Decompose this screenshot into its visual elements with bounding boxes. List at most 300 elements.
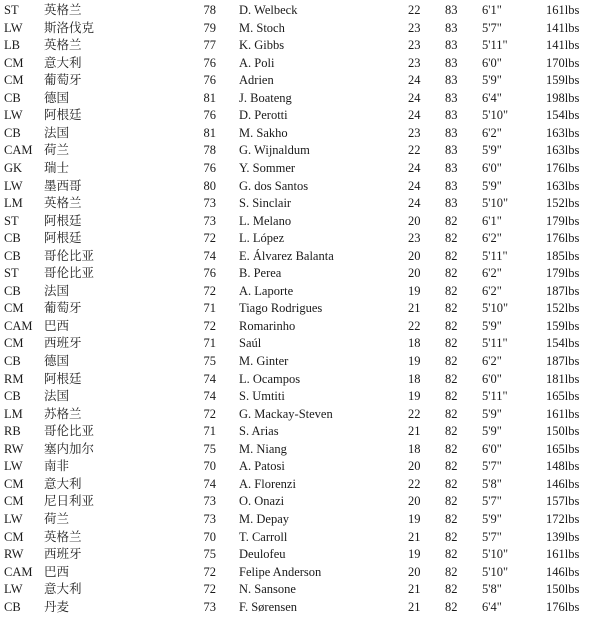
height-cell: 5'9" — [482, 178, 502, 193]
age-cell: 24 — [408, 73, 421, 88]
nationality-cell: 墨西哥 — [44, 178, 82, 193]
position-cell: LW — [4, 459, 23, 474]
potential-rating-cell: 82 — [445, 248, 458, 263]
age-cell: 24 — [408, 160, 421, 175]
height-cell: 5'7" — [482, 20, 502, 35]
overall-rating-cell: 81 — [203, 90, 216, 105]
overall-rating-cell: 70 — [203, 529, 216, 544]
overall-rating-cell: 72 — [203, 582, 216, 597]
age-cell: 24 — [408, 108, 421, 123]
position-cell: CB — [4, 354, 21, 368]
height-cell: 5'7" — [482, 529, 502, 544]
potential-rating-cell: 82 — [445, 389, 458, 404]
potential-rating-cell: 82 — [445, 283, 458, 298]
position-cell: CM — [4, 55, 24, 70]
nationality-cell: 阿根廷 — [44, 213, 82, 228]
table-row — [0, 335, 600, 353]
potential-rating-cell: 82 — [445, 564, 458, 579]
height-cell: 5'11" — [482, 38, 508, 53]
weight-cell: 176lbs — [546, 231, 580, 246]
overall-rating-cell: 72 — [203, 564, 216, 579]
position-cell: GK — [4, 160, 23, 175]
potential-rating-cell: 82 — [445, 336, 458, 351]
height-cell: 6'1" — [482, 213, 502, 228]
overall-rating-cell: 71 — [203, 301, 216, 316]
player-name-cell: M. Niang — [239, 441, 287, 456]
table-row — [0, 371, 600, 389]
age-cell: 20 — [408, 266, 421, 281]
overall-rating-cell: 76 — [203, 55, 216, 70]
table-row — [0, 581, 600, 599]
height-cell: 5'8" — [482, 476, 502, 491]
player-name-cell: K. Gibbs — [239, 38, 285, 53]
height-cell: 5'9" — [482, 73, 502, 88]
overall-rating-cell: 74 — [203, 248, 216, 263]
player-name-cell: A. Laporte — [239, 283, 294, 298]
weight-cell: 141lbs — [546, 20, 580, 35]
nationality-cell: 法国 — [44, 283, 70, 298]
potential-rating-cell: 82 — [445, 529, 458, 544]
position-cell: LW — [4, 582, 23, 597]
weight-cell: 161lbs — [546, 406, 580, 421]
overall-rating-cell: 74 — [203, 476, 216, 491]
table-row — [0, 300, 600, 318]
table-row — [0, 599, 600, 617]
position-cell: LW — [4, 178, 23, 193]
position-cell: LM — [4, 406, 23, 421]
weight-cell: 152lbs — [546, 196, 580, 211]
nationality-cell: 苏格兰 — [44, 406, 82, 421]
height-cell: 6'2" — [482, 231, 502, 246]
nationality-cell: 意大利 — [44, 582, 82, 597]
height-cell: 5'11" — [482, 248, 508, 263]
table-row — [0, 423, 600, 441]
player-name-cell: M. Depay — [239, 511, 289, 526]
age-cell: 21 — [408, 424, 421, 439]
height-cell: 5'10" — [482, 196, 509, 211]
table-row — [0, 213, 600, 231]
weight-cell: 198lbs — [546, 90, 580, 105]
table-row — [0, 458, 600, 476]
weight-cell: 179lbs — [546, 266, 580, 281]
table-row — [0, 529, 600, 547]
age-cell: 20 — [408, 564, 421, 579]
height-cell: 6'0" — [482, 441, 502, 456]
potential-rating-cell: 82 — [445, 459, 458, 474]
nationality-cell: 德国 — [44, 90, 70, 105]
table-row — [0, 265, 600, 283]
height-cell: 5'8" — [482, 582, 502, 597]
position-cell: LM — [4, 196, 23, 211]
height-cell: 6'4" — [482, 90, 502, 105]
potential-rating-cell: 83 — [445, 20, 458, 35]
position-cell: CB — [4, 125, 21, 140]
player-name-cell: G. Wijnaldum — [239, 143, 310, 158]
potential-rating-cell: 82 — [445, 231, 458, 246]
nationality-cell: 西班牙 — [44, 336, 82, 351]
weight-cell: 170lbs — [546, 55, 580, 70]
overall-rating-cell: 73 — [203, 213, 216, 228]
position-cell: RB — [4, 424, 21, 439]
potential-rating-cell: 83 — [445, 55, 458, 70]
weight-cell: 165lbs — [546, 441, 580, 456]
weight-cell: 185lbs — [546, 248, 580, 263]
position-cell: CB — [4, 90, 21, 105]
nationality-cell: 哥伦比亚 — [44, 266, 95, 281]
weight-cell: 176lbs — [546, 160, 580, 175]
table-row — [0, 493, 600, 511]
height-cell: 5'7" — [482, 459, 502, 474]
player-name-cell: S. Sinclair — [239, 196, 292, 211]
age-cell: 22 — [408, 476, 421, 491]
table-row — [0, 2, 600, 20]
position-cell: LW — [4, 511, 23, 526]
age-cell: 23 — [408, 38, 421, 53]
potential-rating-cell: 83 — [445, 73, 458, 88]
player-name-cell: Tiago Rodrigues — [239, 301, 323, 316]
height-cell: 5'9" — [482, 143, 502, 158]
overall-rating-cell: 75 — [203, 547, 216, 562]
player-name-cell: M. Stoch — [239, 20, 285, 35]
overall-rating-cell: 71 — [203, 424, 216, 439]
position-cell: CM — [4, 494, 24, 509]
player-name-cell: B. Perea — [239, 266, 282, 281]
potential-rating-cell: 82 — [445, 424, 458, 439]
nationality-cell: 英格兰 — [44, 38, 82, 53]
potential-rating-cell: 82 — [445, 441, 458, 456]
player-name-cell: Adrien — [239, 73, 274, 88]
nationality-cell: 阿根廷 — [44, 371, 82, 386]
potential-rating-cell: 82 — [445, 599, 458, 614]
nationality-cell: 斯洛伐克 — [44, 20, 95, 35]
player-name-cell: Romarinho — [239, 318, 296, 333]
age-cell: 24 — [408, 196, 421, 211]
potential-rating-cell: 83 — [445, 38, 458, 53]
nationality-cell: 西班牙 — [44, 547, 82, 562]
player-name-cell: D. Welbeck — [239, 3, 298, 17]
overall-rating-cell: 78 — [203, 3, 216, 17]
potential-rating-cell: 82 — [445, 476, 458, 491]
player-name-cell: M. Ginter — [239, 354, 289, 368]
height-cell: 5'9" — [482, 424, 502, 439]
player-name-cell: L. Ocampos — [239, 371, 301, 386]
potential-rating-cell: 82 — [445, 582, 458, 597]
potential-rating-cell: 83 — [445, 178, 458, 193]
position-cell: LW — [4, 20, 23, 35]
potential-rating-cell: 83 — [445, 143, 458, 158]
potential-rating-cell: 82 — [445, 301, 458, 316]
overall-rating-cell: 79 — [203, 20, 216, 35]
table-row — [0, 72, 600, 90]
age-cell: 21 — [408, 582, 421, 597]
table-row — [0, 476, 600, 494]
position-cell: CB — [4, 231, 21, 246]
weight-cell: 146lbs — [546, 564, 580, 579]
nationality-cell: 意大利 — [44, 476, 82, 491]
age-cell: 20 — [408, 213, 421, 228]
weight-cell: 163lbs — [546, 143, 580, 158]
height-cell: 6'1" — [482, 3, 502, 17]
height-cell: 6'0" — [482, 160, 502, 175]
weight-cell: 176lbs — [546, 599, 580, 614]
overall-rating-cell: 71 — [203, 336, 216, 351]
overall-rating-cell: 81 — [203, 125, 216, 140]
overall-rating-cell: 75 — [203, 441, 216, 456]
overall-rating-cell: 76 — [203, 73, 216, 88]
overall-rating-cell: 76 — [203, 266, 216, 281]
height-cell: 5'9" — [482, 318, 502, 333]
position-cell: LB — [4, 38, 20, 53]
weight-cell: 150lbs — [546, 424, 580, 439]
age-cell: 18 — [408, 371, 421, 386]
player-name-cell: A. Patosi — [239, 459, 285, 474]
height-cell: 5'10" — [482, 301, 509, 316]
overall-rating-cell: 73 — [203, 511, 216, 526]
table-row — [0, 388, 600, 406]
potential-rating-cell: 82 — [445, 511, 458, 526]
position-cell: CB — [4, 248, 21, 263]
age-cell: 19 — [408, 511, 421, 526]
height-cell: 6'0" — [482, 55, 502, 70]
age-cell: 19 — [408, 354, 421, 368]
height-cell: 5'7" — [482, 494, 502, 509]
age-cell: 20 — [408, 248, 421, 263]
age-cell: 19 — [408, 547, 421, 562]
table-row — [0, 564, 600, 582]
table-row — [0, 20, 600, 38]
weight-cell: 150lbs — [546, 582, 580, 597]
position-cell: CB — [4, 283, 21, 298]
player-name-cell: A. Florenzi — [239, 476, 296, 491]
age-cell: 20 — [408, 494, 421, 509]
age-cell: 22 — [408, 318, 421, 333]
age-cell: 23 — [408, 231, 421, 246]
player-name-cell: S. Umtiti — [239, 389, 285, 404]
nationality-cell: 阿根廷 — [44, 231, 82, 246]
nationality-cell: 法国 — [44, 125, 70, 140]
nationality-cell: 意大利 — [44, 55, 82, 70]
weight-cell: 157lbs — [546, 494, 580, 509]
player-name-cell: L. López — [239, 231, 285, 246]
height-cell: 5'11" — [482, 389, 508, 404]
position-cell: LW — [4, 108, 23, 123]
potential-rating-cell: 82 — [445, 494, 458, 509]
height-cell: 5'9" — [482, 406, 502, 421]
age-cell: 24 — [408, 90, 421, 105]
nationality-cell: 法国 — [44, 389, 70, 404]
overall-rating-cell: 72 — [203, 231, 216, 246]
weight-cell: 179lbs — [546, 213, 580, 228]
overall-rating-cell: 74 — [203, 371, 216, 386]
weight-cell: 165lbs — [546, 389, 580, 404]
table-row — [0, 142, 600, 160]
age-cell: 24 — [408, 178, 421, 193]
position-cell: ST — [4, 213, 19, 228]
age-cell: 18 — [408, 336, 421, 351]
weight-cell: 161lbs — [546, 547, 580, 562]
age-cell: 21 — [408, 529, 421, 544]
nationality-cell: 丹麦 — [44, 599, 70, 614]
table-row — [0, 160, 600, 178]
weight-cell: 181lbs — [546, 371, 580, 386]
weight-cell: 146lbs — [546, 476, 580, 491]
height-cell: 5'10" — [482, 564, 509, 579]
height-cell: 5'9" — [482, 511, 502, 526]
age-cell: 22 — [408, 406, 421, 421]
nationality-cell: 荷兰 — [44, 511, 70, 526]
height-cell: 5'10" — [482, 108, 509, 123]
nationality-cell: 尼日利亚 — [44, 494, 95, 509]
table-row — [0, 107, 600, 125]
potential-rating-cell: 82 — [445, 406, 458, 421]
height-cell: 6'4" — [482, 599, 502, 614]
weight-cell: 163lbs — [546, 178, 580, 193]
player-name-cell: J. Boateng — [239, 90, 292, 105]
overall-rating-cell: 78 — [203, 143, 216, 158]
table-row — [0, 248, 600, 266]
potential-rating-cell: 82 — [445, 213, 458, 228]
height-cell: 6'2" — [482, 266, 502, 281]
age-cell: 23 — [408, 20, 421, 35]
nationality-cell: 荷兰 — [44, 143, 70, 158]
player-name-cell: Deulofeu — [239, 547, 286, 562]
table-row — [0, 125, 600, 143]
nationality-cell: 阿根廷 — [44, 108, 82, 123]
player-name-cell: A. Poli — [239, 55, 275, 70]
overall-rating-cell: 77 — [203, 38, 216, 53]
weight-cell: 154lbs — [546, 336, 580, 351]
potential-rating-cell: 82 — [445, 354, 458, 368]
height-cell: 6'0" — [482, 371, 502, 386]
player-name-cell: L. Melano — [239, 213, 292, 228]
position-cell: RW — [4, 547, 24, 562]
player-name-cell: O. Onazi — [239, 494, 285, 509]
position-cell: CAM — [4, 564, 33, 579]
age-cell: 21 — [408, 301, 421, 316]
age-cell: 21 — [408, 599, 421, 614]
height-cell: 6'2" — [482, 283, 502, 298]
nationality-cell: 巴西 — [44, 564, 70, 579]
table-row — [0, 195, 600, 213]
weight-cell: 159lbs — [546, 318, 580, 333]
nationality-cell: 德国 — [44, 354, 70, 368]
age-cell: 23 — [408, 125, 421, 140]
position-cell: CAM — [4, 318, 33, 333]
nationality-cell: 葡萄牙 — [44, 73, 82, 88]
age-cell: 18 — [408, 441, 421, 456]
potential-rating-cell: 83 — [445, 90, 458, 105]
overall-rating-cell: 72 — [203, 283, 216, 298]
player-name-cell: T. Carroll — [239, 529, 288, 544]
potential-rating-cell: 82 — [445, 547, 458, 562]
player-name-cell: G. dos Santos — [239, 178, 309, 193]
height-cell: 6'2" — [482, 354, 502, 368]
weight-cell: 159lbs — [546, 73, 580, 88]
player-name-cell: Felipe Anderson — [239, 564, 322, 579]
age-cell: 19 — [408, 283, 421, 298]
table-row — [0, 55, 600, 73]
player-name-cell: D. Perotti — [239, 108, 288, 123]
player-name-cell: F. Sørensen — [239, 599, 298, 614]
position-cell: RW — [4, 441, 24, 456]
table-row — [0, 37, 600, 55]
player-name-cell: N. Sansone — [239, 582, 296, 597]
nationality-cell: 英格兰 — [44, 529, 82, 544]
position-cell: CB — [4, 389, 21, 404]
overall-rating-cell: 73 — [203, 196, 216, 211]
nationality-cell: 塞内加尔 — [44, 441, 95, 456]
age-cell: 20 — [408, 459, 421, 474]
player-name-cell: M. Sakho — [239, 125, 288, 140]
height-cell: 5'10" — [482, 547, 509, 562]
age-cell: 22 — [408, 3, 421, 17]
weight-cell: 187lbs — [546, 354, 580, 368]
potential-rating-cell: 82 — [445, 371, 458, 386]
player-name-cell: E. Álvarez Balanta — [239, 248, 334, 263]
table-row — [0, 318, 600, 336]
potential-rating-cell: 82 — [445, 266, 458, 281]
overall-rating-cell: 73 — [203, 599, 216, 614]
table-row — [0, 511, 600, 529]
overall-rating-cell: 76 — [203, 108, 216, 123]
potential-rating-cell: 83 — [445, 108, 458, 123]
nationality-cell: 英格兰 — [44, 3, 82, 17]
table-row — [0, 230, 600, 248]
overall-rating-cell: 75 — [203, 354, 216, 368]
nationality-cell: 哥伦比亚 — [44, 424, 95, 439]
table-row — [0, 546, 600, 564]
position-cell: CM — [4, 529, 24, 544]
height-cell: 6'2" — [482, 125, 502, 140]
potential-rating-cell: 83 — [445, 3, 458, 17]
overall-rating-cell: 74 — [203, 389, 216, 404]
nationality-cell: 葡萄牙 — [44, 301, 82, 316]
weight-cell: 161lbs — [546, 3, 580, 17]
weight-cell: 172lbs — [546, 511, 580, 526]
weight-cell: 163lbs — [546, 125, 580, 140]
potential-rating-cell: 83 — [445, 160, 458, 175]
nationality-cell: 瑞士 — [44, 160, 70, 175]
weight-cell: 139lbs — [546, 529, 580, 544]
age-cell: 23 — [408, 55, 421, 70]
position-cell: ST — [4, 3, 19, 17]
nationality-cell: 哥伦比亚 — [44, 248, 95, 263]
player-name-cell: S. Arias — [239, 424, 279, 439]
weight-cell: 148lbs — [546, 459, 580, 474]
weight-cell: 152lbs — [546, 301, 580, 316]
position-cell: CB — [4, 599, 21, 614]
overall-rating-cell: 72 — [203, 406, 216, 421]
table-row — [0, 353, 600, 371]
weight-cell: 187lbs — [546, 283, 580, 298]
position-cell: CM — [4, 301, 24, 316]
nationality-cell: 南非 — [44, 459, 70, 474]
position-cell: CAM — [4, 143, 33, 158]
potential-rating-cell: 82 — [445, 318, 458, 333]
overall-rating-cell: 73 — [203, 494, 216, 509]
position-cell: ST — [4, 266, 19, 281]
overall-rating-cell: 70 — [203, 459, 216, 474]
player-name-cell: G. Mackay-Steven — [239, 406, 333, 421]
overall-rating-cell: 72 — [203, 318, 216, 333]
weight-cell: 154lbs — [546, 108, 580, 123]
table-row — [0, 283, 600, 301]
overall-rating-cell: 80 — [203, 178, 216, 193]
weight-cell: 141lbs — [546, 38, 580, 53]
position-cell: CM — [4, 336, 24, 351]
table-row — [0, 441, 600, 459]
overall-rating-cell: 76 — [203, 160, 216, 175]
